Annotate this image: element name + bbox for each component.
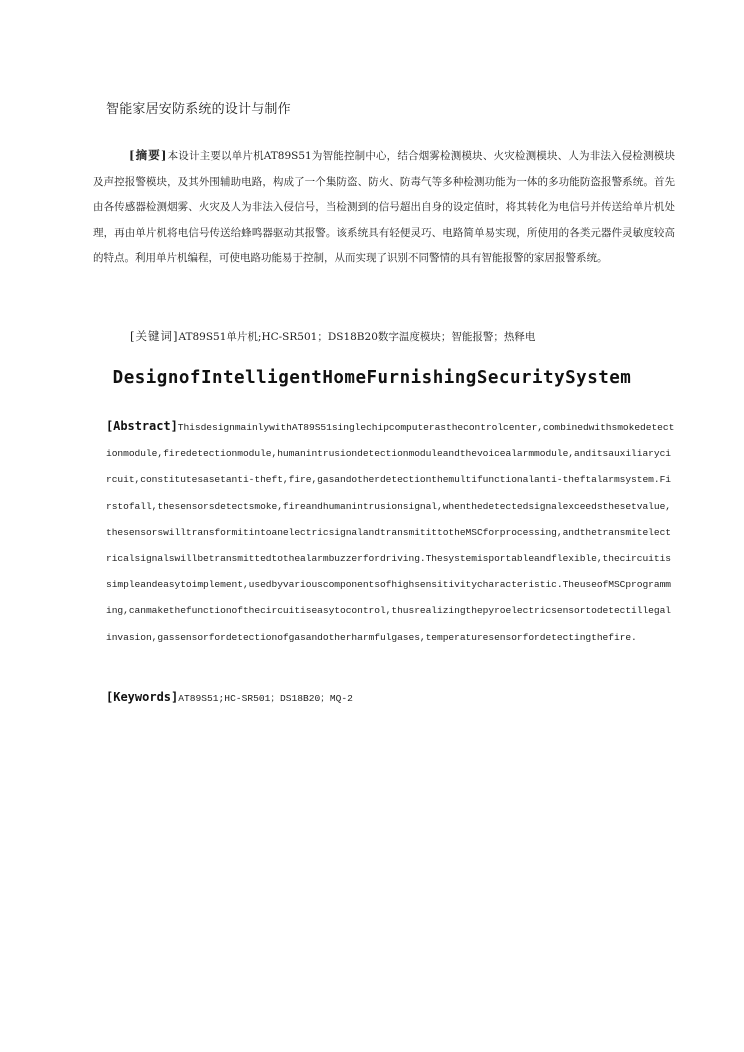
- chinese-keywords: [130, 328, 535, 344]
- english-keywords-label: [Keywords]: [106, 690, 179, 704]
- chinese-abstract: [93, 143, 675, 272]
- chinese-keywords-label: [关键词]: [130, 329, 179, 343]
- english-abstract-label: [Abstract]: [106, 419, 178, 433]
- chinese-title: 智能家居安防系统的设计与制作: [106, 102, 291, 117]
- english-abstract: [106, 413, 676, 651]
- chinese-abstract-label: [摘要]: [129, 148, 168, 162]
- chinese-keywords-text: AT89S51单片机;HC-SR501；DS18B20数字温度模块；智能报警；热释电: [178, 331, 536, 343]
- english-keywords: [106, 690, 353, 704]
- chinese-abstract-text: 本设计主要以单片机AT89S51为智能控制中心，结合烟雾检测模块、火灾检测模块、人为非法入侵检测模块及声控报警模块，及其外围辅助电路，构成了一个集防盗、防火、防毒气等多种检测功能为一体的多功能防盗报警系统。首先由各传感器检测烟雾、火灾及人为非法入侵信号，当检测到的信号超出自身的设定值时，将其转化为电信号并传送给单片机处理，再由单片机将电信号传送给蜂鸣器驱动其报警。该系统具有轻便灵巧、电路简单易实现，所使用的各类元器件灵敏度较高的特点。利用单片机编程，可使电路功能易于控制，从而实现了识别不同警情的具有智能报警的家居报警系统。: [93, 150, 675, 264]
- english-keywords-text: AT89S51;HC-SR501；DS18B20；MQ-2: [178, 693, 353, 704]
- english-title: DesignofIntelligentHomeFurnishingSecuritySystem: [112, 368, 632, 388]
- english-abstract-text: ThisdesignmainlywithAT89S51singlechipcomputerasthecontrolcenter,combinedwithsmokedetectionmodule,firedetectionmodule,humanintrusiondetectionmoduleandthevoicealarmmodule,anditsauxiliarycircuit,constitutesasetanti-theft,fire,gasandotherdetectionthemultifunctionalanti-theftalarmsystem.Firstofall,thesensorsdetectsmoke,fireandhumanintrusionsignal,whenthedetectedsignalexceedsthesetvalue,thesensorswilltransformitintoanelectricsignalandtransmitittotheMSCforprocessing,andthetransmitelectricalsignalswillbetransmittedtothealarmbuzzerfordriving.Thesystemisportableandflexible,thecircuitissimpleandeasytoimplement,usedbyvariouscomponentsofhighsensitivitycharacteristic.TheuseofMSCprogramming,canmakethefunctionofthecircuitiseasytocontrol,thusrealizingthepyroelectricsensortodetectillegalinvasion,gassensorfordetectionofgasandotherharmfulgases,temperaturesensorfordetectingthefire.: [106, 422, 675, 643]
